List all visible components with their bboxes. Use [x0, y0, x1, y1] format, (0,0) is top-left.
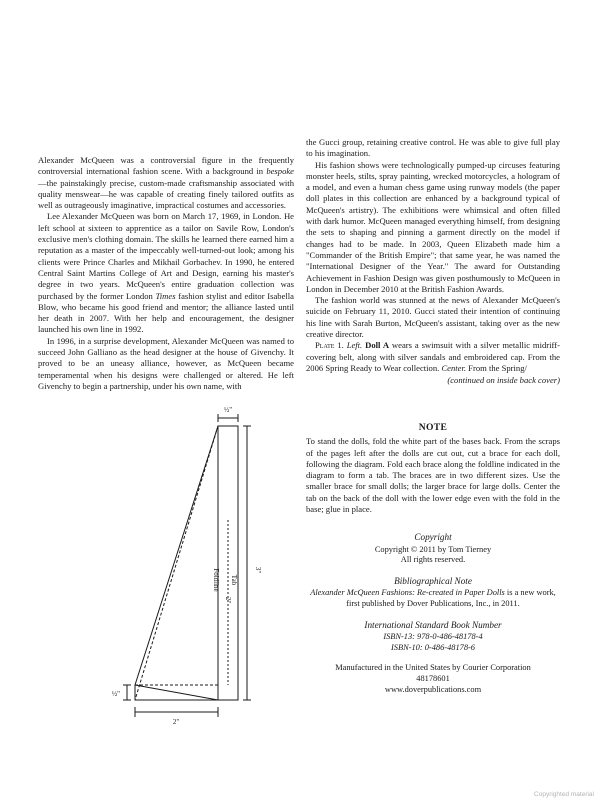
plate-tail: From the Spring/ [466, 362, 527, 373]
text-run: In 1996, in a surprise development, Alexander McQueen was named to succeed John Galliano as the head designer at the house of Givenchy. It proved to be an uneasy alliance, however, as McQueen became temperamental when his designs were challenged or altered. He left Givenchy to begin a partnership, under his own name, with [38, 335, 294, 391]
right-paragraph-2: The fashion world was stunned at the news of Alexander McQueen's suicide on February 11, 2010. Gucci stated their intention of continuing his line with Sarah Burton, McQueen's assistant, taking over as the new creative director. [306, 295, 560, 340]
text-run: Alexander McQueen was a controversial figure in the frequently controversial international fashion scene. With a background in [38, 155, 294, 177]
manufacturer-code: 48178601 [416, 673, 450, 683]
right-paragraph-0: the Gucci group, retaining creative control. He was able to give full play to his imagination. [306, 137, 560, 159]
watermark: Copyrighted material [534, 791, 594, 798]
foldline-label: Foldline [212, 568, 220, 592]
isbn-10: ISBN-10: 0-486-48178-6 [391, 642, 475, 652]
right-paragraph-1: His fashion shows were technologically pumped-up circuses featuring monster heels, stilts, spray painting, wrecked motorcycles, a hologram of a model, and even a human chess game using runway models (the paper doll plates in this collection are enhanced by a background typical of McQueen's artistry). The exhibitions were whimsical and often filled with dark humor. McQueen managed everything himself, from designing the sets to shaping and pinning a garment directly on the model if changes had to be made. In 2003, Queen Elizabeth made him a "Commander of the British Empire"; that same year, he was named the "International Designer of the Year." The award for Outstanding Achievement in Fashion Design was given posthumously to McQueen in London in December 2010 at the British Fashion Awards. [306, 159, 560, 294]
note-title: NOTE [418, 422, 448, 433]
plate-left: Left. [346, 340, 363, 351]
biblio-line2: first published by Dover Publications, Inc., in 2011. [346, 598, 520, 608]
manufacturer-line: Manufactured in the United States by Courier Corporation [335, 663, 531, 673]
brace-outline [135, 426, 238, 700]
text-run: fashion stylist and editor Isabella Blow, who became his good friend and mentor; the alliance lasted until her death in 2007. With her help and encouragement, the designer launched his own line in 1992. [38, 290, 294, 335]
plate-label: Plate 1. [315, 340, 344, 351]
isbn-heading: International Standard Book Number [364, 619, 502, 630]
text-run: —the painstakingly precise, custom-made craftsmanship associated with quality menswear—he was capable of creating finely tailored outfits as well as outrageously imaginative, impractical costumes and accessories. [38, 177, 294, 211]
text-run-italic: bespoke [266, 166, 294, 177]
biblio-heading: Bibliographical Note [394, 575, 472, 586]
top-dim-label: ½" [223, 406, 233, 414]
copyright-heading: Copyright [414, 532, 452, 542]
publisher-website: www.doverpublications.com [384, 684, 482, 694]
isbn-13: ISBN-13: 978-0-486-48178-4 [383, 632, 483, 642]
copyright-line2: All rights reserved. [400, 555, 466, 565]
plate-doll: Doll A [365, 340, 390, 351]
copyright-line1: Copyright © 2011 by Tom Tierney [374, 544, 492, 554]
fold-diagonal [135, 426, 218, 700]
left-dim-label: ½" [111, 690, 120, 698]
continued-note: (continued on inside back cover) [447, 375, 560, 386]
dim-3-label: 3" [254, 566, 262, 574]
note-text: To stand the dolls, fold the white part of the bases back. From the scraps of the pages left after the dolls are cut out, cut a brace for each doll, following the diagram. Fold each brace along the foldline indicated in the diagram to form a tab. The braces are in two different sizes. Use the smaller brace for small dolls; the larger brace for large dolls. Center the tab on the back of the doll with the lower edge even with the fold in the base; glue in place. [306, 436, 560, 515]
bottom-dim-label: 2" [172, 718, 180, 726]
text-run: Lee Alexander McQueen was born on March 17, 1969, in London. He left school at sixteen to apprentice as a tailor on Savile Row, London's exclusive men's clothing domain. The skills he learned there earned him a reputation as a master of the impeccably well-turned-out look; among his clients were Prince Charles and Mikhail Gorbachev. In 1990, he entered Central Saint Martins College of Art and Design, earning his master's degree in two years. McQueen's entire graduation collection was purchased by the former London [38, 211, 294, 301]
biblio-rest: is a new work, [504, 588, 556, 598]
wedge-line [135, 685, 218, 700]
text-run-italic: Times [155, 290, 176, 301]
dim-2-label: 2" [224, 596, 232, 604]
plate-center: Center. [441, 362, 467, 373]
plate-text: wears a swimsuit with a silver metallic midriff-covering belt, along with silver sandals and embroidered cap. From the 2006 Spring Ready to Wear collection. [306, 340, 560, 373]
biblio-title: Alexander McQueen Fashions: Re-created in Paper Dolls [310, 588, 505, 598]
tab-label: Tab [230, 574, 238, 586]
